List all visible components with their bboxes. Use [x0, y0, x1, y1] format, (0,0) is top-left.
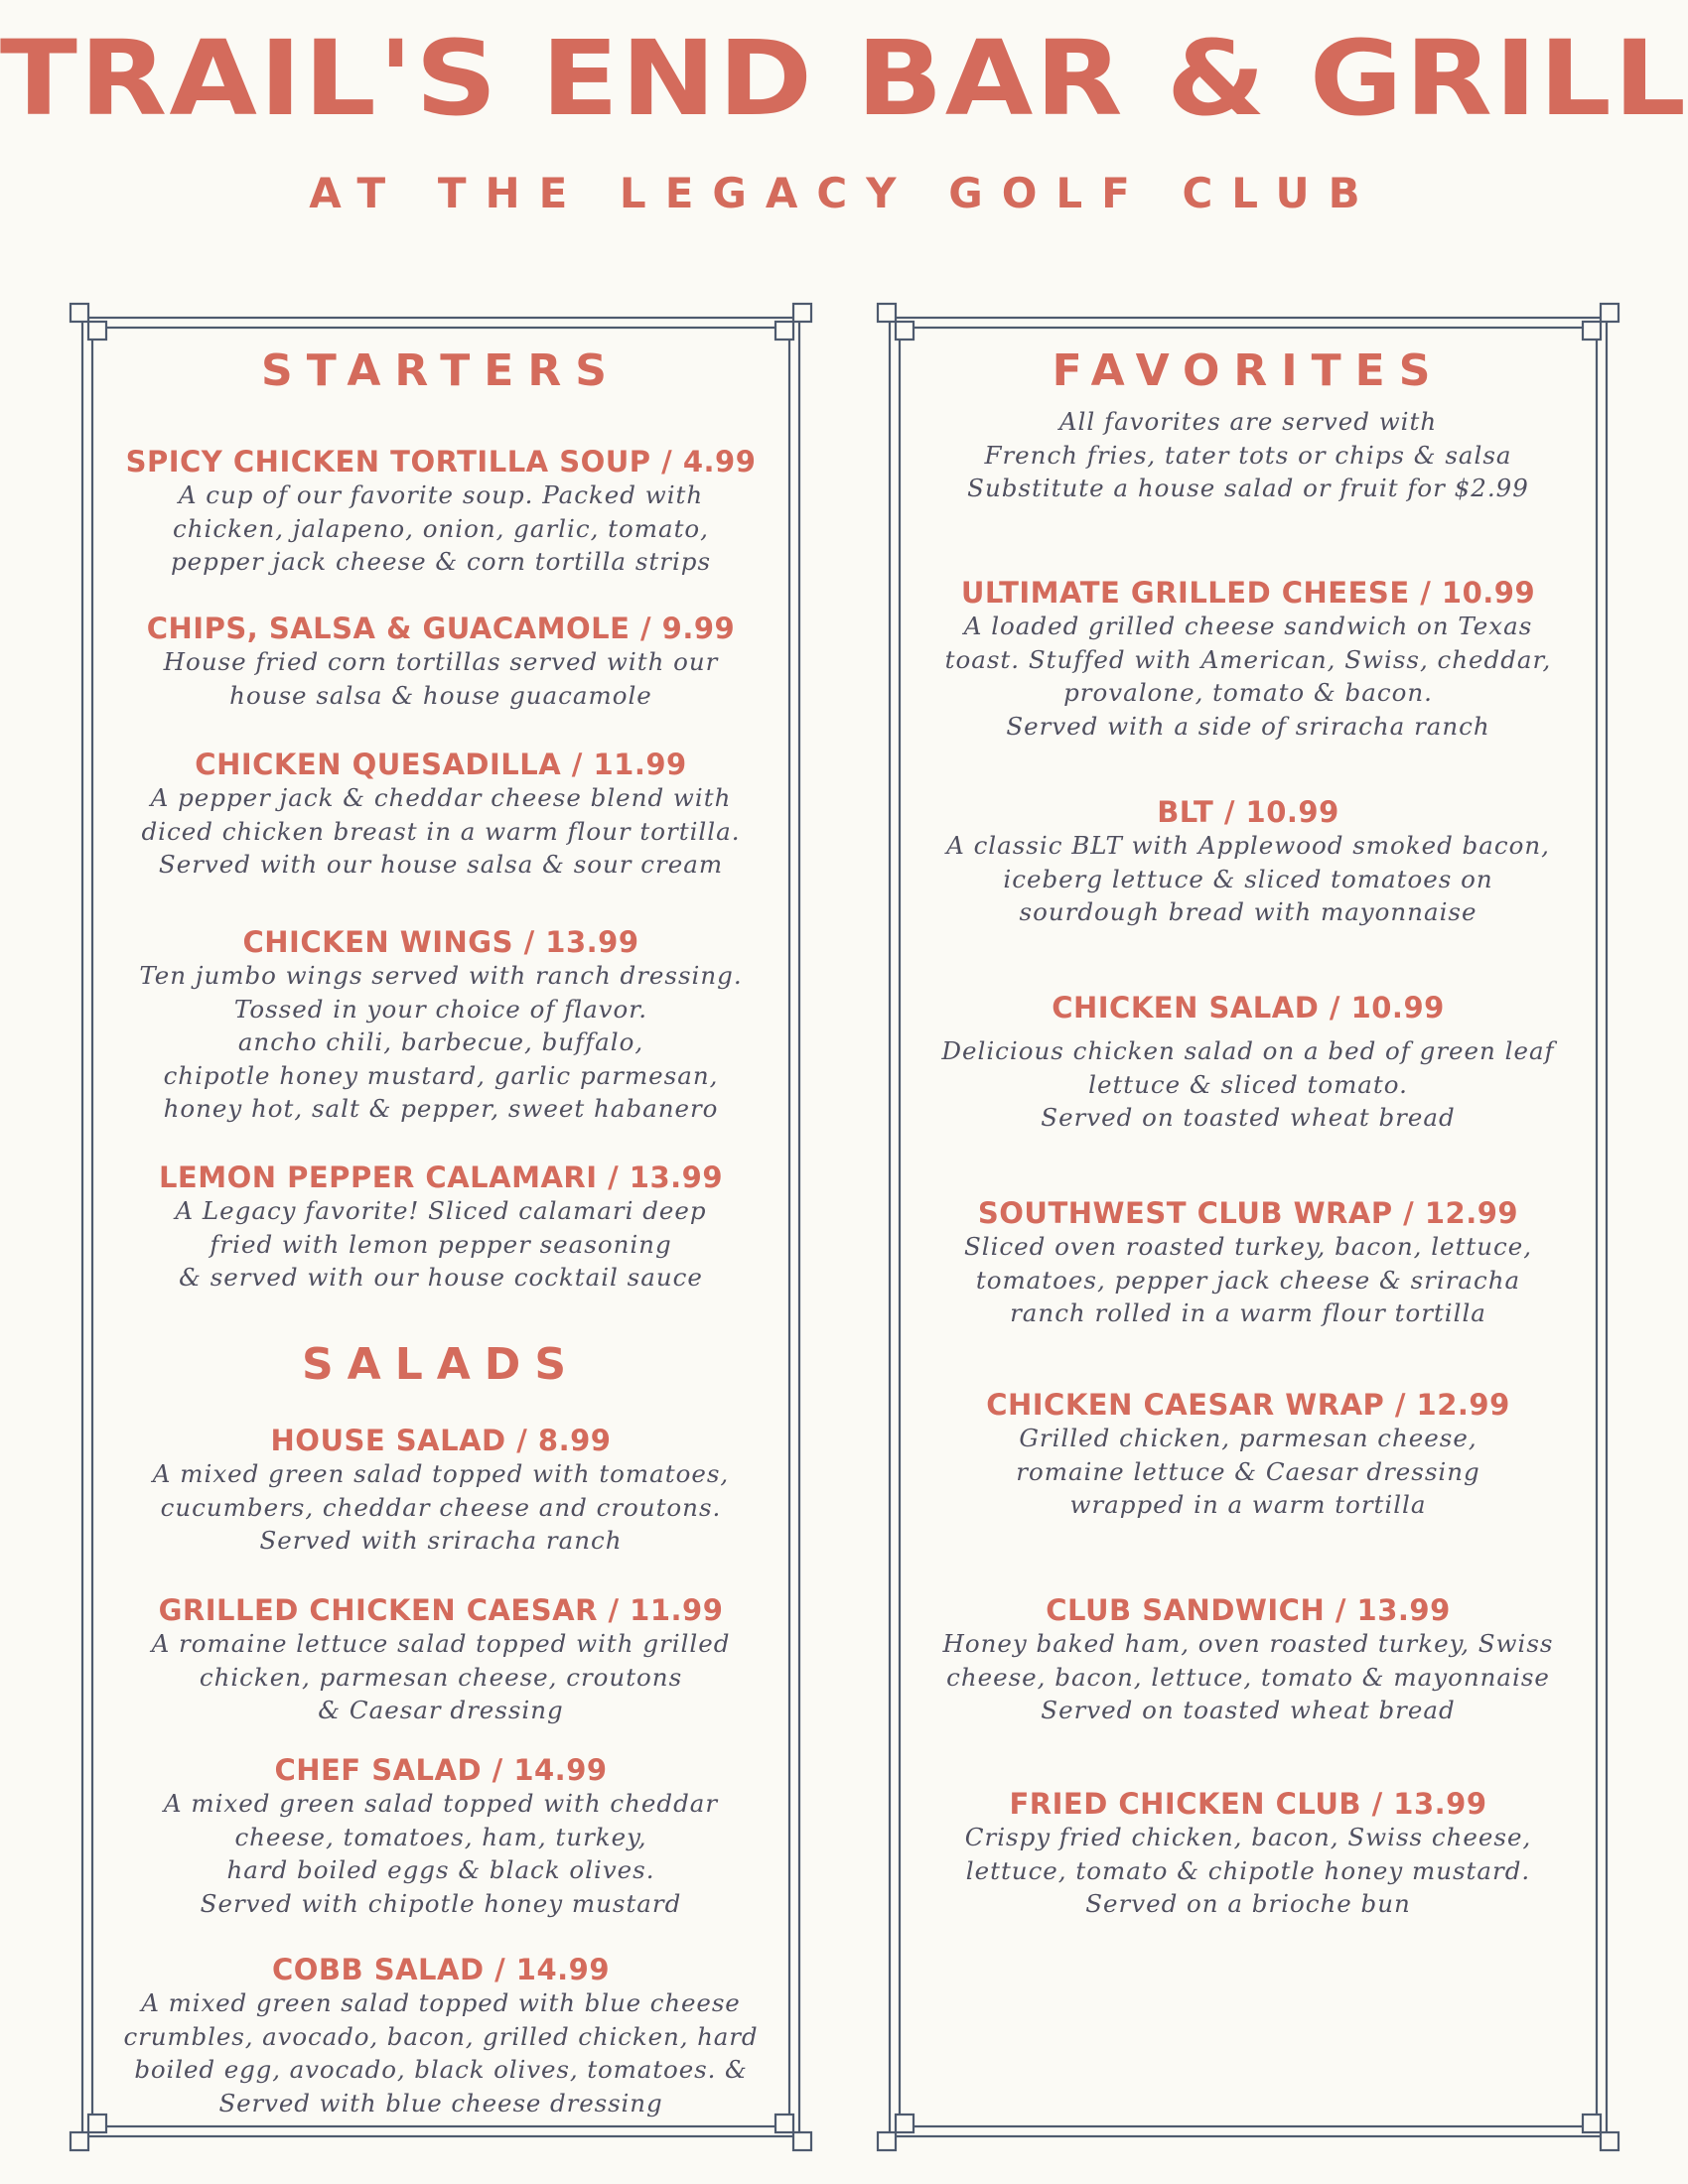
menu-item: [921, 1787, 1575, 1921]
corner-square: [70, 304, 88, 322]
menu-item-name: BLT / 10.99: [1157, 795, 1339, 829]
corner-square: [1601, 304, 1618, 322]
corner-square: [775, 2115, 793, 2132]
menu-item-description: A Legacy favorite! Sliced calamari deep fried with lemon pepper seasoning & served with our house cocktail sauce: [175, 1196, 707, 1292]
menu-item: [114, 1424, 768, 1558]
menu-item-description: A mixed green salad topped with tomatoes, cucumbers, cheddar cheese and croutons. Served with sriracha ranch: [152, 1459, 730, 1555]
menu-item-name: HOUSE SALAD / 8.99: [270, 1424, 612, 1457]
menu-item-name: CHICKEN WINGS / 13.99: [242, 925, 639, 959]
corner-square: [88, 322, 106, 340]
menu-item: [921, 576, 1575, 743]
menu-item-description: Grilled chicken, parmesan cheese, romaine lettuce & Caesar dressing wrapped in a warm tortilla: [1016, 1424, 1480, 1519]
menu-item-name: GRILLED CHICKEN CAESAR / 11.99: [158, 1593, 724, 1627]
starters-heading: STARTERS: [261, 345, 621, 396]
menu-item: [921, 1388, 1575, 1522]
menu-item-name: CHIPS, SALSA & GUACAMOLE / 9.99: [146, 612, 736, 645]
menu-item-description: Sliced oven roasted turkey, bacon, lettuce, tomatoes, pepper jack cheese & sriracha ranch rolled in a warm flour tortilla: [963, 1232, 1533, 1327]
corner-ornament: [70, 2115, 106, 2150]
menu-item-description: Crispy fried chicken, bacon, Swiss cheese, lettuce, tomato & chipotle honey mustard. Served on a brioche bun: [964, 1823, 1532, 1918]
menu-item-name: SPICY CHICKEN TORTILLA SOUP / 4.99: [125, 445, 757, 478]
menu-item: [114, 445, 768, 579]
corner-square: [1601, 2132, 1618, 2150]
menu-item-description: Delicious chicken salad on a bed of green leaf lettuce & sliced tomato. Served on toasted wheat bread: [941, 1036, 1555, 1132]
corner-ornament: [775, 304, 811, 340]
menu-item-description: A cup of our favorite soup. Packed with chicken, jalapeno, onion, garlic, tomato, pepper jack cheese & corn tortilla strips: [170, 480, 712, 576]
corner-square: [793, 304, 811, 322]
menu-item-name: LEMON PEPPER CALAMARI / 13.99: [158, 1160, 724, 1194]
corner-ornament: [878, 304, 914, 340]
menu-item: [114, 925, 768, 1126]
corner-square: [793, 2132, 811, 2150]
menu-item: [114, 1593, 768, 1727]
menu-item: [921, 795, 1575, 929]
menu-item-name: CHEF SALAD / 14.99: [274, 1753, 608, 1787]
menu-item: [114, 1753, 768, 1920]
right-menu-panel: [882, 308, 1615, 2146]
corner-ornament: [70, 304, 106, 340]
menu-item-description: A classic BLT with Applewood smoked bacon, iceberg lettuce & sliced tomatoes on sourdough bread with mayonnaise: [946, 831, 1550, 926]
corner-ornament: [878, 2115, 914, 2150]
corner-square: [1583, 322, 1601, 340]
corner-ornament: [775, 2115, 811, 2150]
menu-item: [921, 1593, 1575, 1727]
left-menu-panel: [74, 308, 807, 2146]
menu-item-name: ULTIMATE GRILLED CHEESE / 10.99: [960, 576, 1536, 610]
menu-item-name: CLUB SANDWICH / 13.99: [1046, 1593, 1451, 1627]
corner-square: [896, 2115, 914, 2132]
menu-item-description: Honey baked ham, oven roasted turkey, Swiss cheese, bacon, lettuce, tomato & mayonnaise Served on toasted wheat bread: [942, 1629, 1554, 1724]
restaurant-subtitle: AT THE LEGACY GOLF CLUB: [309, 169, 1379, 217]
corner-square: [775, 322, 793, 340]
corner-square: [88, 2115, 106, 2132]
menu-item-description: Ten jumbo wings served with ranch dressing. Tossed in your choice of flavor. ancho chili, barbecue, buffalo, chipotle honey mustard, garlic parmesan, honey hot, salt & pepper, sweet habanero: [139, 961, 743, 1123]
menu-item: [921, 1196, 1575, 1330]
salads-heading: SALADS: [301, 1339, 581, 1390]
corner-square: [878, 304, 896, 322]
menu-item-description: A pepper jack & cheddar cheese blend with diced chicken breast in a warm flour tortilla. Served with our house salsa & sour cream: [141, 783, 741, 879]
menu-item: [114, 1953, 768, 2119]
corner-square: [70, 2132, 88, 2150]
menu-item-name: FRIED CHICKEN CLUB / 13.99: [1009, 1787, 1487, 1821]
corner-square: [896, 322, 914, 340]
menu-item-name: CHICKEN QUESADILLA / 11.99: [195, 748, 687, 781]
menu-item: [114, 1160, 768, 1295]
menu-item-name: COBB SALAD / 14.99: [271, 1953, 611, 1986]
menu-item-description: House fried corn tortillas served with our house salsa & house guacamole: [163, 647, 719, 710]
corner-square: [878, 2132, 896, 2150]
menu-item-description: A mixed green salad topped with blue cheese crumbles, avocado, bacon, grilled chicken, hard boiled egg, avocado, black olives, tomatoes. & Served with blue cheese dressing: [123, 1988, 759, 2117]
restaurant-title: TRAIL'S END BAR & GRILL: [0, 18, 1688, 139]
favorites-intro: All favorites are served with French fries, tater tots or chips & salsa Substitute a house salad or fruit for $2.99: [967, 407, 1529, 502]
menu-item-description: A romaine lettuce salad topped with grilled chicken, parmesan cheese, croutons & Caesar dressing: [151, 1629, 731, 1724]
favorites-heading: FAVORITES: [1052, 345, 1445, 396]
menu-item: [114, 748, 768, 882]
corner-ornament: [1583, 304, 1618, 340]
menu-item-name: SOUTHWEST CLUB WRAP / 12.99: [977, 1196, 1519, 1230]
corner-ornament: [1583, 2115, 1618, 2150]
menu-item-name: CHICKEN SALAD / 10.99: [1052, 991, 1445, 1024]
menu-item-description: A loaded grilled cheese sandwich on Texas toast. Stuffed with American, Swiss, cheddar, provalone, tomato & bacon. Served with a side of sriracha ranch: [944, 612, 1552, 741]
menu-item-description: A mixed green salad topped with cheddar cheese, tomatoes, ham, turkey, hard boiled eggs & black olives. Served with chipotle honey mustard: [163, 1789, 719, 1918]
menu-item: [114, 612, 768, 712]
menu-item-name: CHICKEN CAESAR WRAP / 12.99: [986, 1388, 1510, 1422]
corner-square: [1583, 2115, 1601, 2132]
menu-item: [921, 991, 1575, 1135]
